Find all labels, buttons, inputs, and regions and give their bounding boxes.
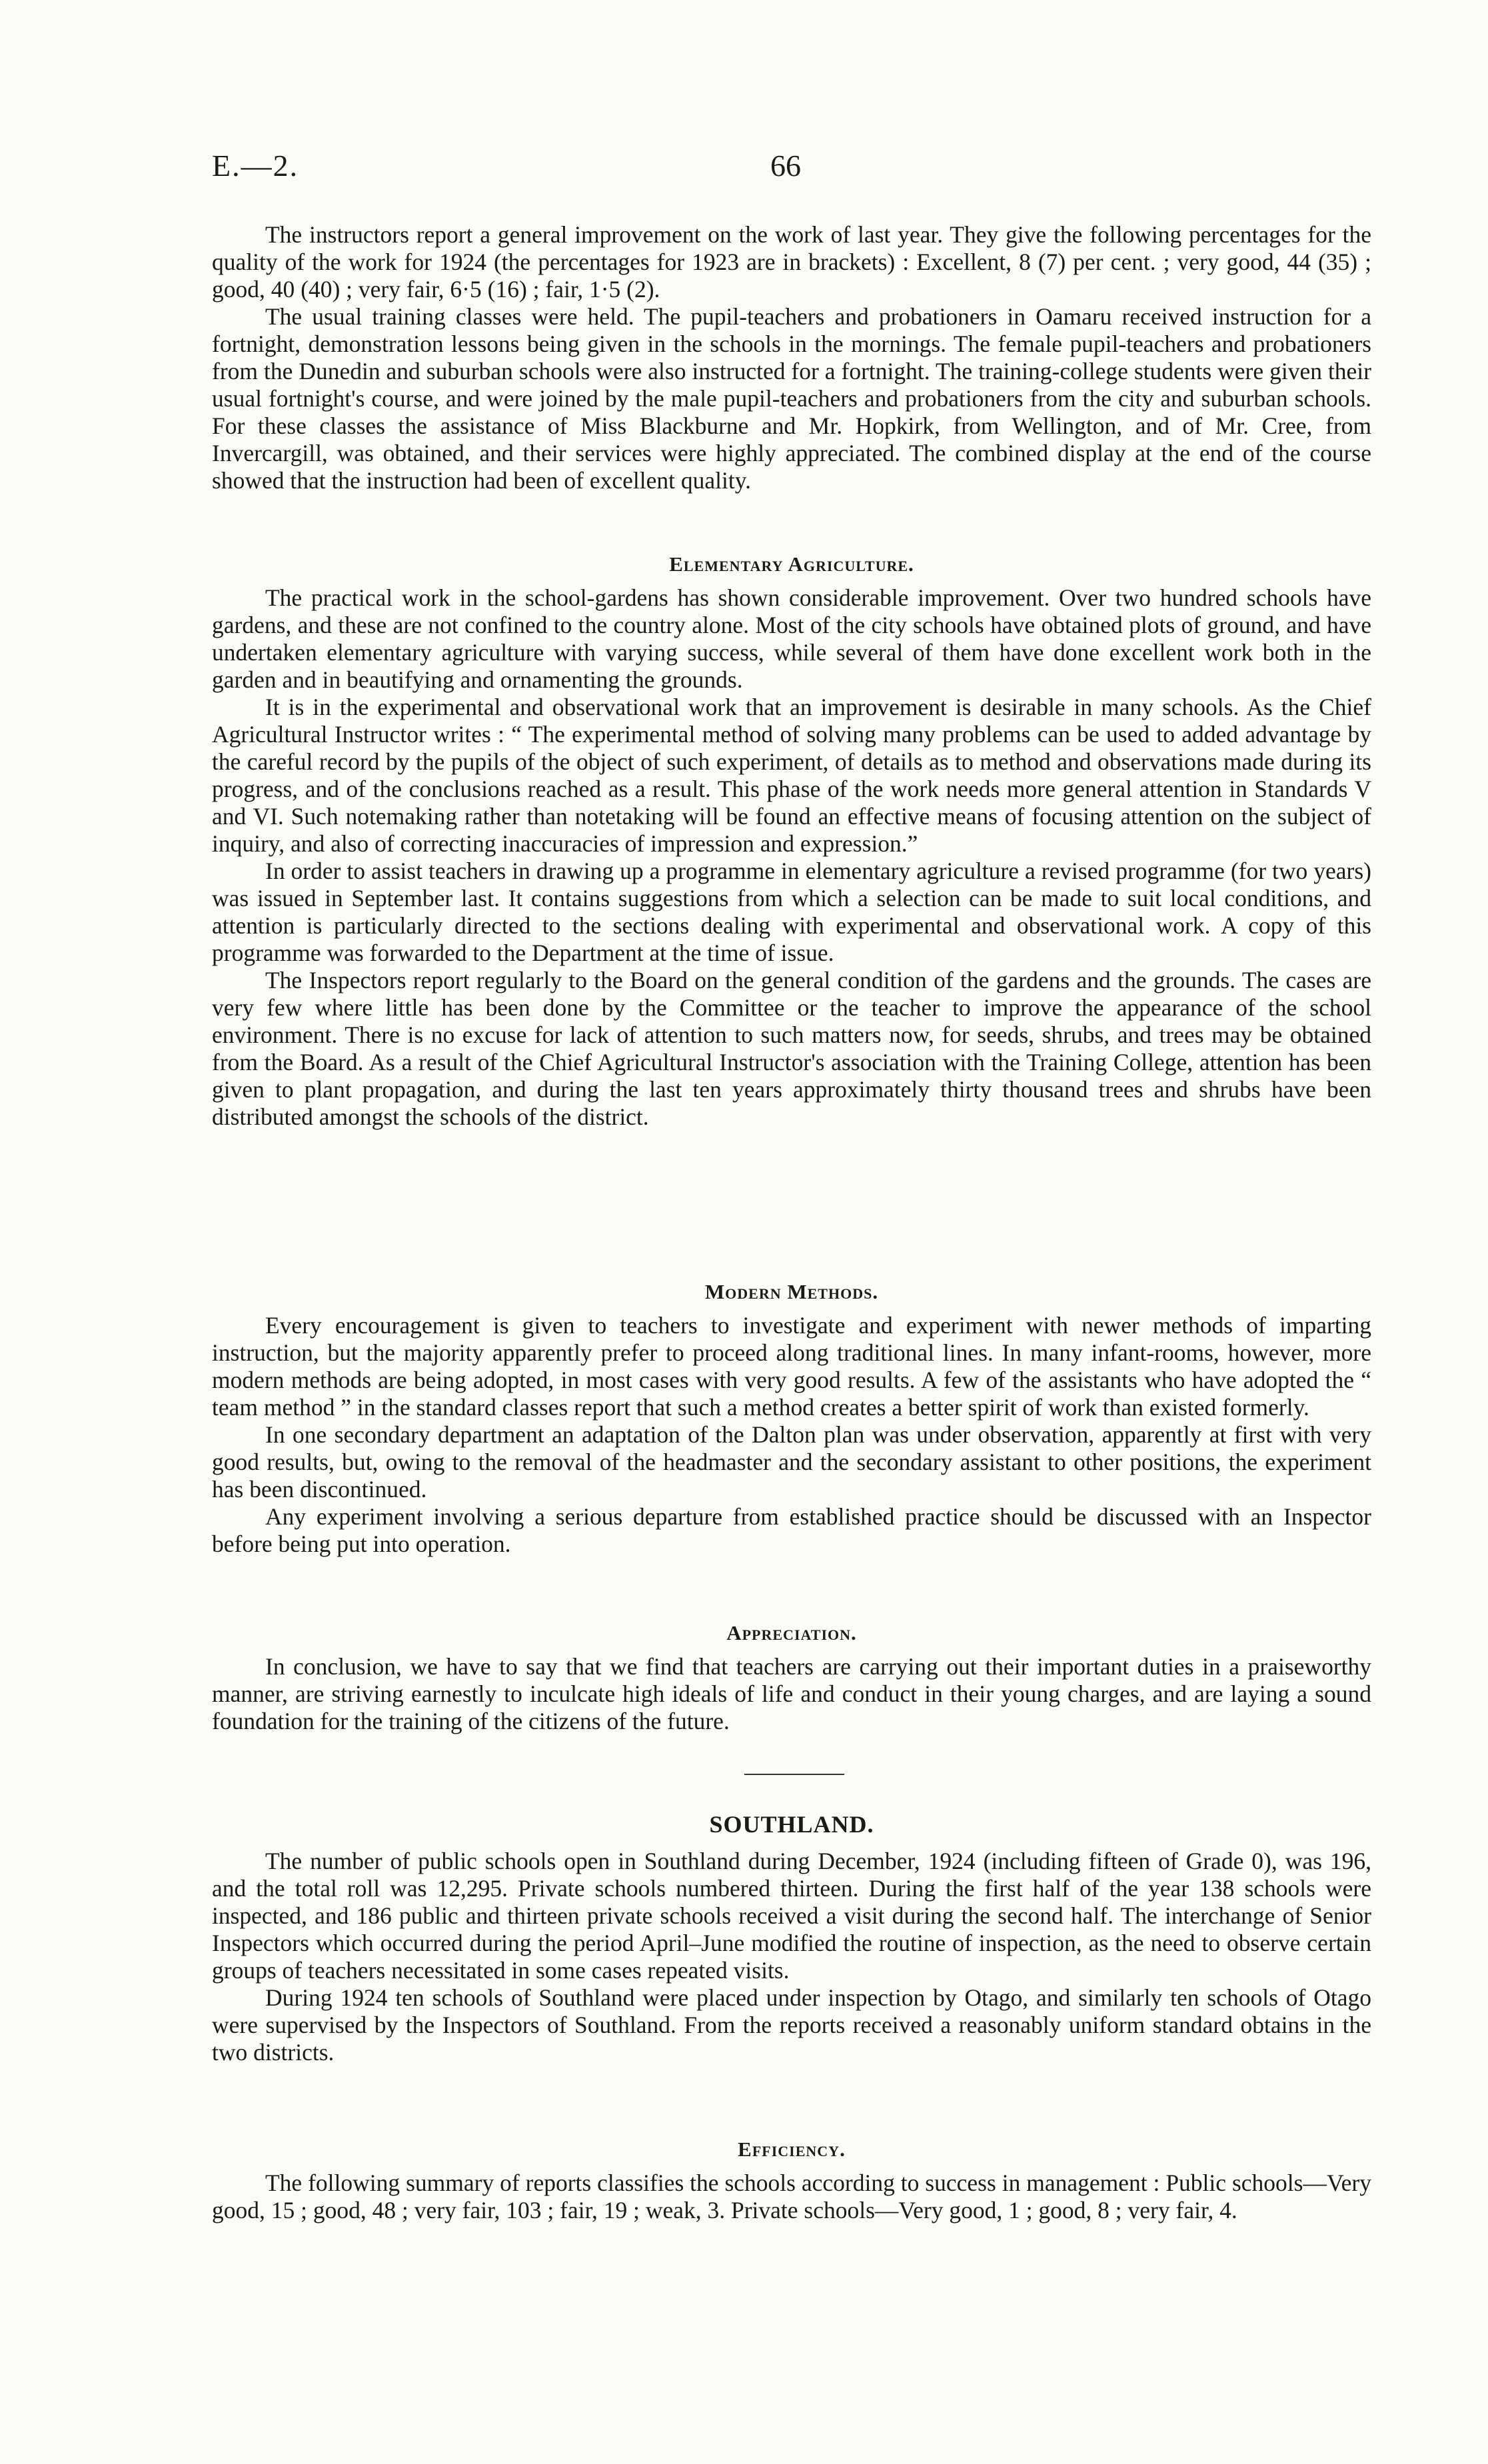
section-divider: [744, 1774, 844, 1775]
paragraph: In order to assist teachers in drawing up a programme in elementary agriculture a revised programme (for two years) was issued in September last. It contains suggestions from which a selection can be made to suit local conditions, and attention is particularly directed to the sections dealing with experimental and observational work. A copy of this programme was forwarded to the Department at the time of issue.: [212, 858, 1371, 966]
paragraph: It is in the experimental and observational work that an improvement is desirable in many schools. As the Chief Agricultural Instructor writes : “ The experimental method of solving many problems can be used to added advantage by the careful record by the pupils of the object of such experiment, of details as to method and observations made during its progress, and of the conclusions reached as a result. This phase of the work needs more general attention in Standards V and VI. Such notemaking rather than notetaking will be found an effective means of focusing attention on the subject of inquiry, and also of correcting inaccuracies of impression and expression.”: [212, 694, 1371, 857]
paragraph: The instructors report a general improvement on the work of last year. They give the following percentages for the quality of the work for 1924 (the percentages for 1923 are in brackets) : Excellent, 8 (7) per cent. ; very good, 44 (35) ; good, 40 (40) ; very fair, 6·5 (16) ; fair, 1·5 (2).: [212, 221, 1371, 303]
paragraph: The practical work in the school-gardens has shown considerable improvement. Over two hundred schools have gardens, and these are not confined to the country alone. Most of the city schools have obtained plots of ground, and have undertaken elementary agriculture with varying success, while several of them have done excellent work both in the garden and in beautifying and ornamenting the grounds.: [212, 584, 1371, 693]
section-heading: Appreciation.: [726, 1621, 857, 1644]
paragraph: Any experiment involving a serious departure from established practice should be discussed with an Inspector before being put into operation.: [212, 1503, 1371, 1557]
paragraph: Every encouragement is given to teachers to investigate and experiment with newer methods of imparting instruction, but the majority apparently prefer to proceed along traditional lines. In many infant-rooms, however, more modern methods are being adopted, in most cases with very good results. A few of the assistants who have adopted the “ team method ” in the standard classes report that such a method creates a better spirit of work than existed formerly.: [212, 1312, 1371, 1421]
efficiency-section: [212, 2136, 1371, 2224]
agriculture-section: [212, 550, 1371, 1131]
intro-section: [212, 221, 1371, 494]
paragraph: In conclusion, we have to say that we find that teachers are carrying out their important duties in a praiseworthy manner, are striving earnestly to inculcate high ideals of life and conduct in their young charges, and are laying a sound foundation for the training of the citizens of the future.: [212, 1653, 1371, 1734]
appreciation-section: [212, 1619, 1371, 1735]
page-header: [212, 148, 1371, 188]
section-heading: Modern Methods.: [704, 1280, 879, 1303]
section-heading: Efficiency.: [738, 2138, 846, 2161]
modern-methods-section: [212, 1278, 1371, 1558]
paragraph: The Inspectors report regularly to the Board on the general condition of the gardens and the grounds. The cases are very few where little has been done by the Committee or the teacher to improve the appearance of the school environment. There is no excuse for lack of attention to such matters now, for seeds, shrubs, and trees may be obtained from the Board. As a result of the Chief Agricultural Instructor's association with the Training College, attention has been given to plant propagation, and during the last ten years approximately thirty thousand trees and shrubs have been distributed amongst the schools of the district.: [212, 967, 1371, 1130]
document-reference: E.—2.: [212, 149, 299, 183]
southland-section: [212, 1811, 1371, 2066]
paragraph: During 1924 ten schools of Southland were placed under inspection by Otago, and similarly ten schools of Otago were supervised by the Inspectors of Southland. From the reports received a reasonably uniform standard obtains in the two districts.: [212, 1984, 1371, 2066]
paragraph: In one secondary department an adaptation of the Dalton plan was under observation, apparently at first with very good results, but, owing to the removal of the headmaster and the secondary assistant to other positions, the experiment has been discontinued.: [212, 1421, 1371, 1503]
paragraph: The usual training classes were held. The pupil-teachers and probationers in Oamaru received instruction for a fortnight, demonstration lessons being given in the schools in the mornings. The female pupil-teachers and probationers from the Dunedin and suburban schools were also instructed for a fortnight. The training-college students were given their usual fortnight's course, and were joined by the male pupil-teachers and probationers from the city and suburban schools. For these classes the assistance of Miss Blackburne and Mr. Hopkirk, from Wellington, and of Mr. Cree, from Invercargill, was obtained, and their services were highly appreciated. The combined display at the end of the course showed that the instruction had been of excellent quality.: [212, 303, 1371, 494]
page-number: 66: [770, 149, 801, 183]
paragraph: The following summary of reports classifies the schools according to success in management : Public schools—Very good, 15 ; good, 48 ; very fair, 103 ; fair, 19 ; weak, 3. Private schools—Very good, 1 ; good, 8 ; very fair, 4.: [212, 2169, 1371, 2223]
paragraph: The number of public schools open in Southland during December, 1924 (including fifteen of Grade 0), was 196, and the total roll was 12,295. Private schools numbered thirteen. During the first half of the year 138 schools were inspected, and 186 public and thirteen private schools received a visit during the second half. The interchange of Senior Inspectors which occurred during the period April–June modified the routine of inspection, as the need to observe certain groups of teachers necessitated in some cases repeated visits.: [212, 1848, 1371, 1984]
region-heading: SOUTHLAND.: [709, 1811, 874, 1838]
section-heading: Elementary Agriculture.: [669, 552, 914, 576]
